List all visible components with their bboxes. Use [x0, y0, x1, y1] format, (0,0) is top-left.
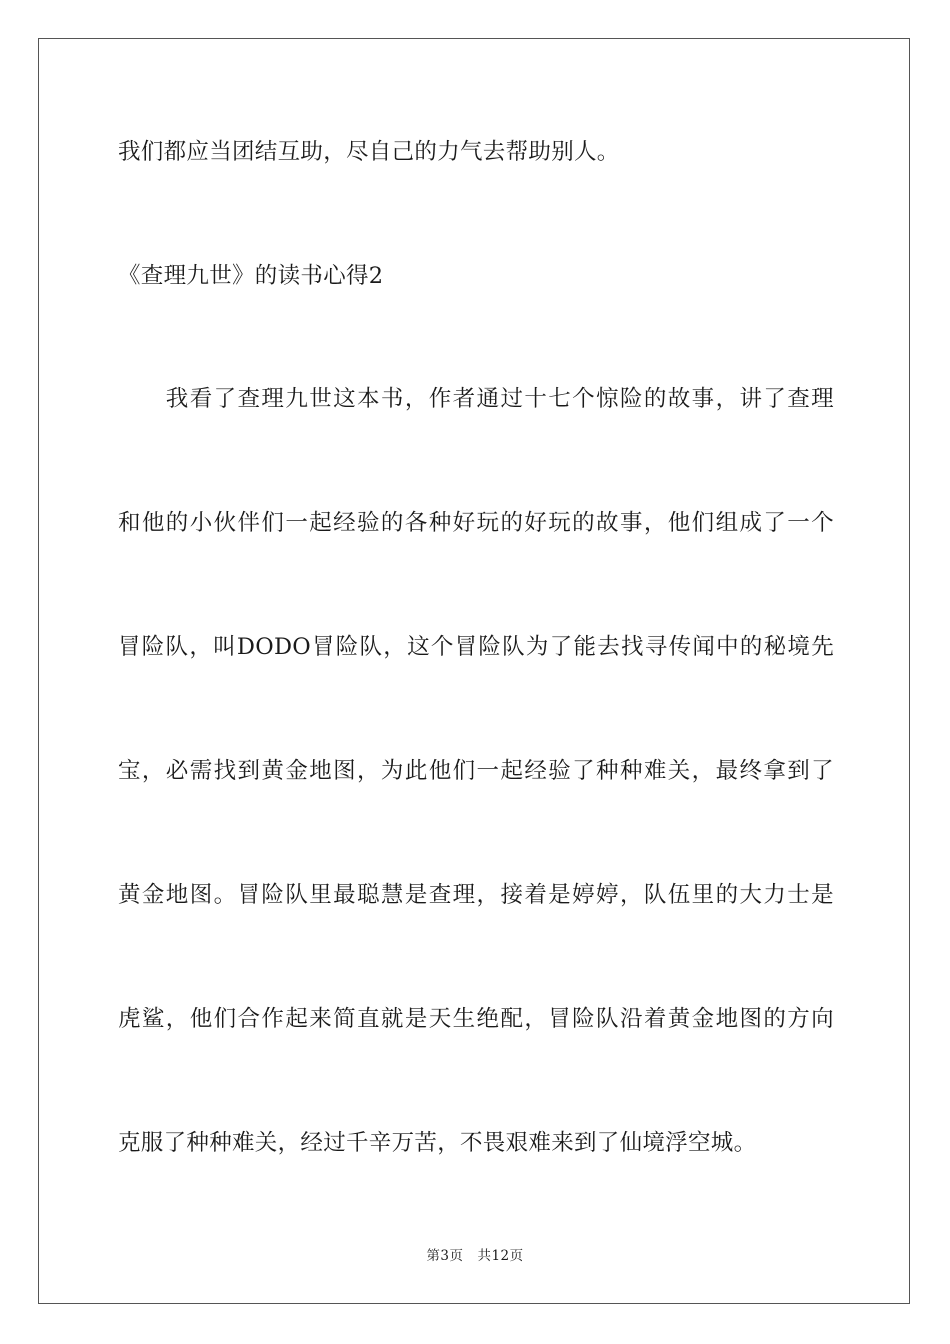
paragraph-line: 我看了查理九世这本书，作者通过十七个惊险的故事，讲了查理: [118, 386, 834, 412]
paragraph-line: 虎鲨，他们合作起来简直就是天生绝配，冒险队沿着黄金地图的方向: [118, 1006, 834, 1032]
paragraph-line: 冒险队，叫DODO冒险队，这个冒险队为了能去找寻传闻中的秘境先: [118, 634, 834, 660]
paragraph-line: 和他的小伙伴们一起经验的各种好玩的好玩的故事，他们组成了一个: [118, 510, 834, 536]
paragraph-line: 克服了种种难关，经过千辛万苦，不畏艰难来到了仙境浮空城。: [118, 1130, 757, 1156]
paragraph-line: 宝，必需找到黄金地图，为此他们一起经验了种种难关，最终拿到了: [118, 758, 834, 784]
paragraph-line: 黄金地图。冒险队里最聪慧是查理，接着是婷婷，队伍里的大力士是: [118, 882, 834, 908]
paragraph-line: 我们都应当团结互助，尽自己的力气去帮助别人。: [118, 139, 620, 165]
page-border: [38, 38, 910, 1304]
section-heading: 《查理九世》的读书心得2: [118, 263, 384, 289]
page-number-footer: 第3页 共12页: [426, 1248, 524, 1264]
